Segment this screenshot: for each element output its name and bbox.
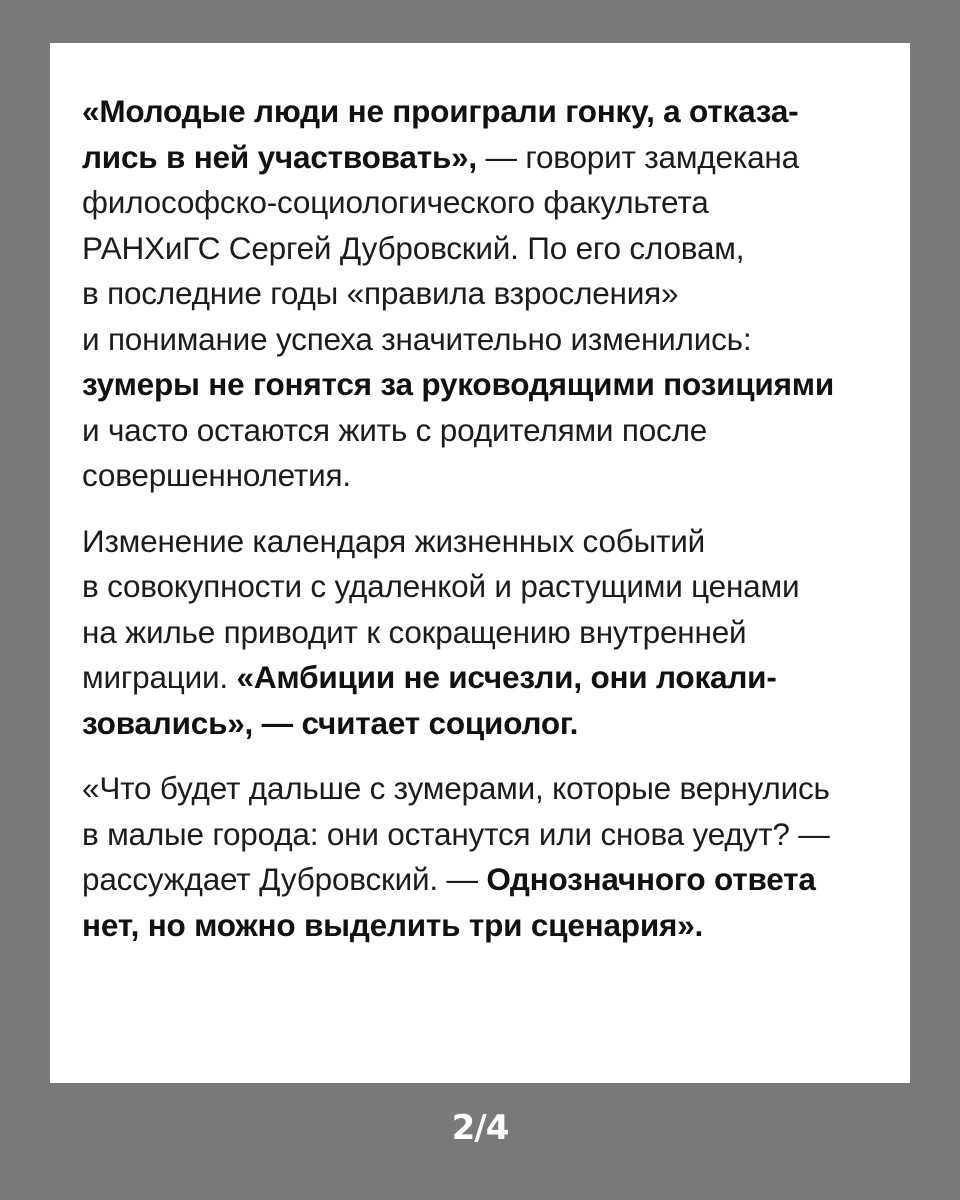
text-line: и понимание успеха значительно изменились: bbox=[82, 320, 752, 357]
text-line: РАНХиГС Сергей Дубровский. По его словам, bbox=[82, 229, 745, 266]
text-line bbox=[82, 857, 878, 903]
text-card bbox=[50, 43, 910, 1083]
quote-text: Однозначного ответа bbox=[486, 861, 816, 897]
quote-text: «Амбиции не исчезли, они локали- bbox=[236, 659, 777, 695]
text-line: Изменение календаря жизненных событий bbox=[82, 522, 706, 559]
text-line bbox=[82, 655, 878, 701]
text-line: в малые города: они останутся или снова уедут? — bbox=[82, 815, 830, 852]
body-text: — говорит замдекана bbox=[476, 138, 799, 175]
text-line bbox=[82, 135, 878, 181]
text-line: совершеннолетия. bbox=[82, 457, 351, 493]
text-line: в последние годы «правила взросления» bbox=[82, 275, 679, 311]
text-line: «Молодые люди не проиграли гонку, а отказа- bbox=[82, 93, 799, 129]
text-line: нет, но можно выделить три сценария». bbox=[82, 906, 704, 943]
paragraph-1 bbox=[82, 89, 878, 499]
page-indicator: 2/4 bbox=[451, 1108, 509, 1148]
text-line: и часто остаются жить с родителями после bbox=[82, 411, 708, 448]
body-text: рассуждает Дубровский. — bbox=[82, 861, 487, 897]
text-line: на жилье приводит к сокращению внутренней bbox=[82, 613, 747, 650]
text-line: зумеры не гонятся за руководящими позициями bbox=[82, 366, 835, 402]
paragraph-2 bbox=[82, 519, 878, 747]
text-line: «Что будет дальше с зумерами, которые вернулись bbox=[82, 770, 830, 806]
quote-text: лись в ней участвовать», bbox=[82, 138, 477, 175]
text-line: в совокупности с удаленкой и растущими ценами bbox=[82, 568, 800, 604]
text-line: зовались», — считает социолог. bbox=[82, 704, 579, 741]
text-line: философско-социологического факультета bbox=[82, 184, 709, 220]
body-text: миграции. bbox=[82, 659, 237, 695]
paragraph-3 bbox=[82, 766, 878, 948]
